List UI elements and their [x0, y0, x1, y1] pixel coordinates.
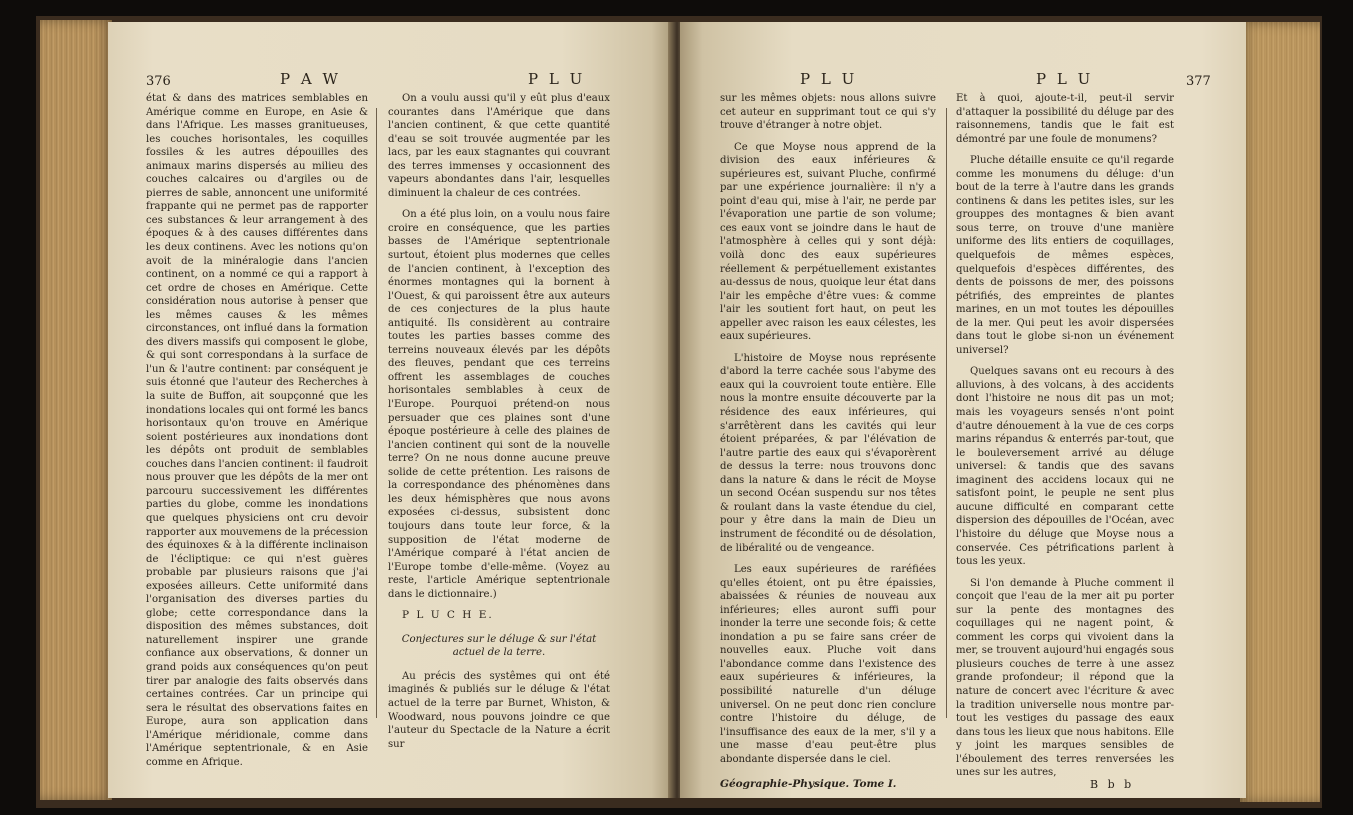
page-edges-right — [1240, 22, 1320, 802]
paragraph: Pluche détaille ensuite ce qu'il regarde comme les monumens du déluge: d'un bout de la terre à l'autre dans les grands continens & dans les petites isles, sur les grouppes des montagnes & bien avant sous terre, on trouve d'une manière uniforme des lits entiers de coquillages, quelquefois de mêmes espèces, quelquefois d'espèces différentes, des dents de poissons de mer, des poissons pétrifiés, des empreintes de plantes marines, en un mot toutes les dépouilles de la mer. Qui peut les avoir dispersées dans tout le globe si-non un événement universel? — [956, 155, 1174, 356]
right-page — [680, 22, 1246, 798]
column-rule — [946, 108, 947, 718]
left-column-2 — [388, 92, 610, 759]
right-column-2 — [956, 92, 1174, 788]
signature-mark: B b b — [1090, 778, 1135, 791]
left-running-head-right: P L U — [528, 70, 586, 88]
left-page-number: 376 — [146, 74, 171, 89]
paragraph: On a été plus loin, on a voulu nous faire croire en conséquence, que les parties basses de l'Amérique septentrionale surtout, étoient plus modernes que celles de l'ancien continent, à l'exception des énormes montagnes qui la bornent à l'Ouest, & qui paroissent être aux auteurs de ces conjectures de la plus haute antiquité. Ils considèrent au contraire toutes les parties basses comme des terreins nouveaux élevés par les dépôts des fleuves, pendant que ces terreins offrent les assemblages de couches horisontales semblables à ceux de l'Europe. Pourquoi prétend-on nous persuader que ces plaines sont d'une époque postérieure à celle des plaines de l'ancien continent qui sont de la nouvelle terre? On ne nous donne aucune preuve solide de cette prétention. Les raisons de la correspondance des phénomènes dans les deux hémisphères que nous avons exposées ci-dessus, subsistent donc toujours dans toute leur force, & la supposition de l'état moderne de l'Amérique comparé à l'état ancien de l'Europe tombe d'elle-même. (Voyez au reste, l'article Amérique septentrionale dans le dictionnaire.) — [388, 209, 610, 600]
right-page-number: 377 — [1186, 74, 1211, 89]
paragraph: état & dans des matrices semblables en Amérique comme en Europe, en Asie & dans l'Afrique. Les masses granitueuses, les couches horisontales, les coquilles fossiles & les autres dépouilles des animaux marins dispersés au milieu des couches calcaires ou d'argiles ou de pierres de sable, annoncent une uniformité frappante qui ne permet pas de rapporter ces substances & leur arrangement à des époques & à des causes différentes dans les deux continens. Avec les notions qu'on avoit de la minéralogie dans l'ancien continent, on a nommé ce qui a rapport à cet ordre de choses en Amérique. Cette considération nous autorise à penser que les mêmes causes & les mêmes circonstances, ont influé dans la formation des divers massifs qui composent le globe, & qui sont correspondans à la surface de l'un & l'autre continent: par conséquent je suis étonné que l'auteur des Recherches à la suite de Buffon, ait soupçonné que les inondations locales qui ont formé les bancs horisontaux qu'on trouve en Amérique soient postérieures aux inondations dont les dépôts ont produit de semblables couches dans l'ancien continent: il faudroit nous prouver que les dépôts de la mer ont parcouru successivement les différentes parties du globe, comme les inondations que quelques physiciens ont cru devoir rapporter aux mouvemens de la précession des équinoxes & à la différente inclinaison de l'écliptique: ce qui n'est guères probable par plusieurs raisons que j'ai exposées ailleurs. Cette uniformité dans l'organisation des diverses parties du globe; cette correspondance dans la disposition des mêmes substances, doit naturellement inspirer une grande confiance aux observations, & donner un grand poids aux conséquences qu'on peut tirer par analogie des faits observés dans certaines contrées. Car un principe qui sera le résultat des observations faites en Europe, aura son application dans l'Amérique méridionale, comme dans l'Amérique septentrionale, & en Asie comme en Afrique. — [146, 93, 368, 768]
left-running-head: P A W — [280, 70, 341, 88]
left-column-1 — [146, 92, 368, 777]
paragraph: Au précis des systêmes qui ont été imaginés & publiés sur le déluge & l'état actuel de la terre par Burnet, Whiston, & Woodward, nous pouvons joindre ce que l'auteur du Spectacle de la Nature a écrit sur — [388, 670, 610, 750]
footer-title: Géographie-Physique. Tome I. — [720, 778, 897, 790]
paragraph: Les eaux supérieures de raréfiées qu'elles étoient, ont pu être épaissies, abaissées & réunies de nouveau aux inférieures; elles auront suffi pour inonder la terre une seconde fois; & cette inondation a pu se faire sans créer de nouvelles eaux. Pluche voit dans l'abondance comme dans l'existence des eaux supérieures & inférieures, la possibilité naturelle d'un déluge universel. On ne peut donc rien conclure contre l'histoire du déluge, de l'insuffisance des eaux de la mer, s'il y a une masse d'eau peut-être plus abondante dispersée dans le ciel. — [720, 564, 936, 765]
page-edges-left — [40, 20, 112, 800]
paragraph: Et à quoi, ajoute-t-il, peut-il servir d'attaquer la possibilité du déluge par des raisonnemens, tandis que le fait est démontré par une foule de monumens? — [956, 93, 1174, 145]
column-rule — [376, 108, 377, 718]
section-title: P L U C H E. — [402, 609, 494, 622]
left-page — [108, 22, 674, 798]
paragraph: Ce que Moyse nous apprend de la division des eaux inférieures & supérieures est, suivant Pluche, confirmé par une expérience journalière: il n'y a point d'eau qui, mise à l'air, ne perde par l'évaporation une partie de son volume; ces eaux vont se joindre dans le haut de l'atmosphère à celles qui y sont déjà: voilà donc des eaux supérieures réellement & perpétuellement existantes au-dessus de nous, quoique leur état dans l'air les empêche d'être vues: & comme l'air les soutient fort haut, on peut les appeller avec raison les eaux célestes, les eaux supérieures. — [720, 141, 936, 343]
paragraph: L'histoire de Moyse nous représente d'abord la terre cachée sous l'abyme des eaux qui la couvroient toute entière. Elle nous la montre ensuite découverte par la résidence des eaux inférieures, qui s'arrêtèrent dans les cavités qui leur étoient préparées, & par l'élévation de l'autre partie des eaux qui s'évaporèrent de dessus la terre: nous trouvons donc dans la nature & dans le récit de Moyse un second Océan suspendu sur nos têtes & roulant dans la vaste étendue du ciel, pour y être dans la main de Dieu un instrument de fécondité ou de désolation, de libéralité ou de vengeance. — [720, 352, 936, 554]
paragraph: sur les mêmes objets: nous allons suivre cet auteur en supprimant tout ce qui s'y trouve d'étranger à notre objet. — [720, 93, 936, 132]
section-subtitle: Conjectures sur le déluge & sur l'état actuel de la terre. — [401, 633, 597, 659]
paragraph: Quelques savans ont eu recours à des alluvions, à des volcans, à des accidents dont l'histoire ne nous dit pas un mot; mais les voyageurs sensés n'ont point d'autre dénouement à la vue de ces corps marins répandus & enterrés par-tout, que le bouleversement arrivé au déluge universel: & tandis que des savans imaginent des accidens locaux qui ne satisfont point, le peuple ne sent plus aucune difficulté en comparant cette dispersion des dépouilles de l'Océan, avec l'histoire du déluge que Moyse nous a conservée. Ces pétrifications parlent à tous les yeux. — [956, 366, 1174, 568]
paragraph: Si l'on demande à Pluche comment il conçoit que l'eau de la mer ait pu porter sur la pente des montagnes des coquillages qui ne nagent point, & comment les corps qui vivoient dans la mer, se trouvent aujourd'hui engagés sous plusieurs couches de terre à une assez grande profondeur; il répond que la nature de concert avec l'écriture & avec la tradition universelle nous montre par-tout les vestiges du passage des eaux dans tous les lieux que nous habitons. Elle y joint les marques sensibles de l'éboulement des terres renversées les unes sur les autres, — [956, 577, 1174, 779]
right-column-1 — [720, 92, 936, 774]
right-running-head-right: P L U — [1036, 70, 1094, 88]
right-running-head-left: P L U — [800, 70, 858, 88]
paragraph: On a voulu aussi qu'il y eût plus d'eaux courantes dans l'Amérique que dans l'ancien continent, & que cette quantité d'eau se soit trouvée augmentée par les lacs, par les eaux stagnantes qui couvrant des terres immenses y occasionnent des vapeurs abondantes dans l'air, lesquelles diminuent la chaleur de ces contrées. — [388, 93, 610, 199]
